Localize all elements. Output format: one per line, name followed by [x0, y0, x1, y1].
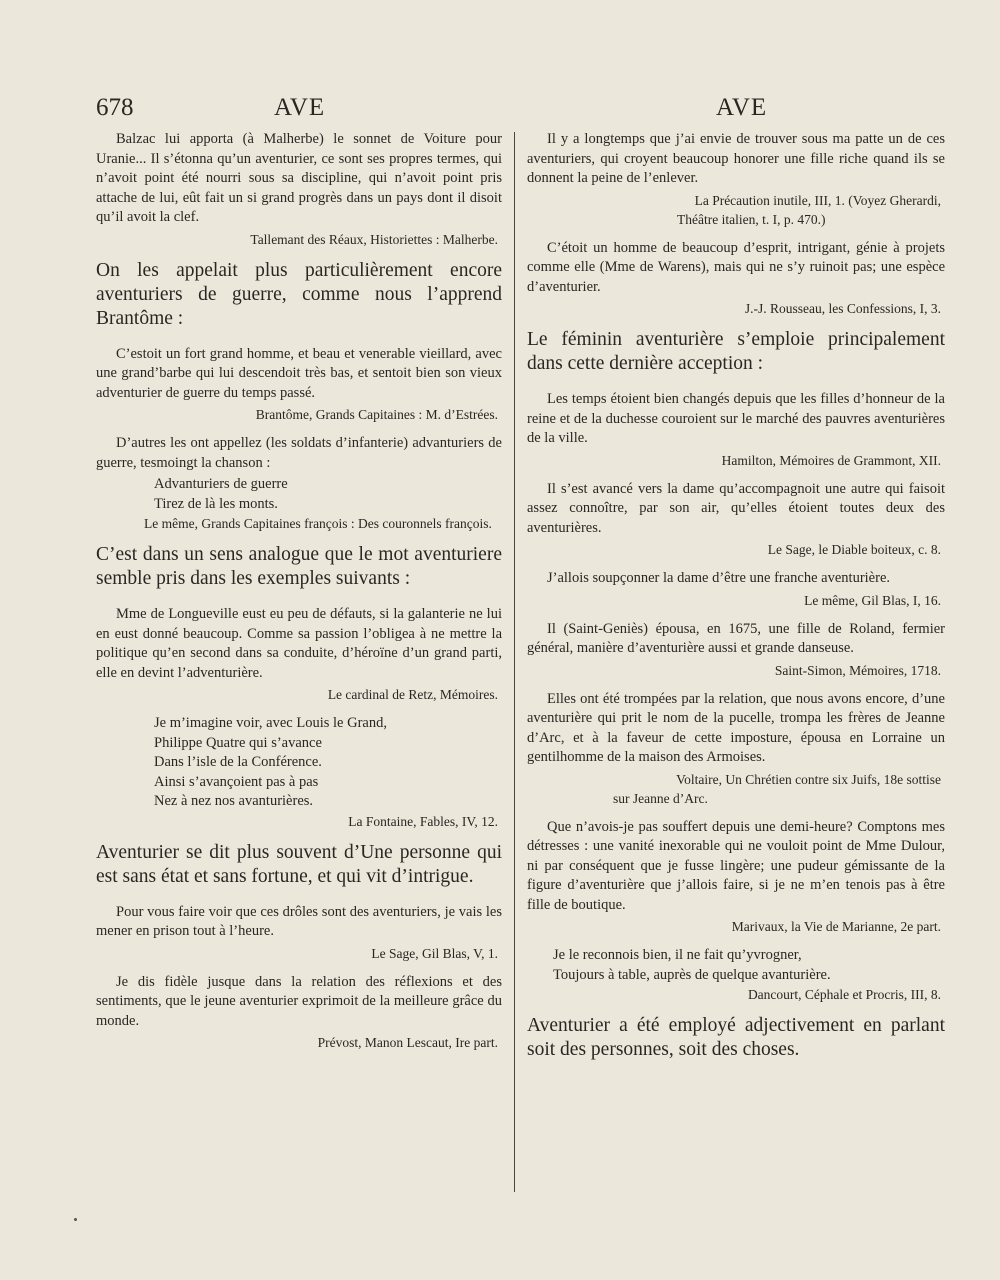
quote-source: Prévost, Manon Lescaut, Ire part. [317, 1035, 498, 1050]
verse-line: Je m’imagine voir, avec Louis le Grand, [154, 715, 387, 731]
column-divider [514, 132, 515, 1192]
quote-text: Il s’est avancé vers la dame qu’accompagnoit une autre qui faisoit assez connoître, par son air, qu’elles étoient toutes deux des aventurières. [527, 480, 945, 536]
quote-source: Marivaux, la Vie de Marianne, 2e part. [731, 919, 941, 934]
quote-text: Balzac lui apporta (à Malherbe) le sonnet de Voiture pour Uranie... Il s’étonna qu’un aventurier, ce sont ses propres termes, qui n’avoit point été nourri sous sa discipline, qui n’avoit point pris attache de lui, eût fait un si grand progrès dans un pays dont il disoit qu’il avoit la clef. [96, 131, 502, 225]
page-number: 678 [96, 94, 134, 121]
quote-text: Mme de Longueville eust eu peu de défauts, si la galanterie ne lui en eust donné beaucoup. Comme sa passion l’obligea à ne mettre la politique qu’en second dans sa conduite, d’héroïne d’un grand parti, elle en devint l’adventurière. [96, 606, 502, 681]
quote-source: Hamilton, Mémoires de Grammont, XII. [721, 452, 941, 468]
running-head-right: AVE [716, 94, 768, 121]
verse-line: Toujours à table, auprès de quelque avanturière. [553, 966, 831, 983]
quote-text: Elles ont été trompées par la relation, que nous avons encore, d’une aventurière qui prit le nom de la pucelle, trompa les frères de Jeanne d’Arc, et à la faveur de cette imposture, épousa en Lorraine un gentilhomme de la maison des Armoises. [527, 690, 945, 765]
quote-source: Le Sage, le Diable boiteux, c. 8. [767, 542, 941, 557]
quote-text: Je dis fidèle jusque dans la relation des réflexions et des sentiments, que le jeune aventurier exprimoit de la meilleure grâce du monde. [96, 973, 502, 1029]
quote-source: Théâtre italien, t. I, p. 470.) [677, 211, 826, 227]
quote-source: Le même, Gil Blas, I, 16. [804, 592, 941, 608]
verse-line: Dans l’isle de la Conférence. [154, 754, 322, 770]
entry-paragraph: Aventurier a été employé adjectivement en parlant soit des personnes, soit des choses. [527, 1015, 945, 1060]
verse-line: Nez à nez nos avanturières. [154, 793, 314, 809]
quote-text: Il y a longtemps que j’ai envie de trouver sous ma patte un de ces aventuriers, qui croyent beaucoup honorer une fille riche quand ils se donnent la peine de l’enlever. [527, 131, 945, 186]
quote-text: Que n’avois-je pas souffert depuis une demi-heure? Comptons mes détresses : une vanité inexorable qui ne vouloit point de Mme Dulour, ni par conséquent que je fusse lingère; une pudeur gémissante de la figure d’aventurière que j’allois faire, si je ne m’en tenois pas à être fille de boutique. [527, 818, 945, 913]
quote-source: sur Jeanne d’Arc. [613, 790, 708, 806]
entry-paragraph: C’est dans un sens analogue que le mot aventuriere semble pris dans les exemples suivants : [96, 544, 502, 589]
entry-paragraph: On les appelait plus particulièrement encore aventuriers de guerre, comme nous l’apprend Brantôme : [96, 259, 502, 329]
verse-line: Philippe Quatre qui s’avance [154, 734, 322, 751]
quote-source: Le même, Grands Capitaines françois : Des couronnels françois. [144, 516, 492, 531]
quote-text: Les temps étoient bien changés depuis que les filles d’honneur de la reine et de la duchesse couroient sur le marché des pauvres aventurières de la ville. [527, 391, 945, 446]
quote-text: C’étoit un homme de beaucoup d’esprit, intrigant, génie à projets comme elle (Mme de Warens), mais qui ne s’y ruinoit pas; une espèce d’aventurier. [527, 239, 945, 295]
entry-paragraph: Le féminin aventurière s’emploie principalement dans cette dernière acception : [527, 329, 945, 374]
verse-line: Je le reconnois bien, il ne fait qu’yvrogner, [553, 947, 802, 963]
quote-source: Le cardinal de Retz, Mémoires. [327, 687, 498, 702]
verse-line: Ainsi s’avançoient pas à pas [154, 773, 319, 790]
quote-text: J’allois soupçonner la dame d’être une franche aventurière. [547, 570, 891, 586]
quote-text: D’autres les ont appellez (les soldats d’infanterie) advanturiers de guerre, tesmoingt la chanson : [96, 435, 502, 471]
quote-source: J.-J. Rousseau, les Confessions, I, 3. [744, 301, 941, 316]
quote-source: La Fontaine, Fables, IV, 12. [348, 813, 498, 829]
right-column [527, 130, 945, 1076]
quote-text: Il (Saint-Geniès) épousa, en 1675, une fille de Roland, fermier général, manière d’aventurière aussi et grande danseuse. [527, 620, 945, 656]
running-head-left: AVE [274, 94, 326, 121]
verse-line: Tirez de là les monts. [154, 495, 278, 512]
print-speck [74, 1218, 77, 1221]
quote-source: La Précaution inutile, III, 1. (Voyez Gherardi, [694, 192, 941, 208]
entry-paragraph: Aventurier se dit plus souvent d’Une personne qui est sans état et sans fortune, et qui vit d’intrigue. [96, 841, 502, 887]
verse-line: Advanturiers de guerre [154, 476, 288, 492]
quote-source: Le Sage, Gil Blas, V, 1. [371, 945, 498, 961]
quote-source: Tallemant des Réaux, Historiettes : Malherbe. [250, 231, 498, 247]
quote-source: Saint-Simon, Mémoires, 1718. [774, 662, 941, 678]
quote-text: C’estoit un fort grand homme, et beau et venerable vieillard, avec une grand’barbe qui lui descendoit très bas, et sentoit bien son vieux adventurier de guerre du temps passé. [96, 345, 502, 401]
quote-source: Voltaire, Un Chrétien contre six Juifs, 18e sottise [676, 771, 941, 787]
quote-source: Brantôme, Grands Capitaines : M. d’Estrées. [255, 407, 498, 422]
quote-text: Pour vous faire voir que ces drôles sont des aventuriers, je vais les mener en prison tout à l’heure. [96, 903, 502, 939]
page-header [96, 94, 940, 128]
left-column [96, 130, 502, 1062]
quote-source: Dancourt, Céphale et Procris, III, 8. [747, 987, 941, 1002]
